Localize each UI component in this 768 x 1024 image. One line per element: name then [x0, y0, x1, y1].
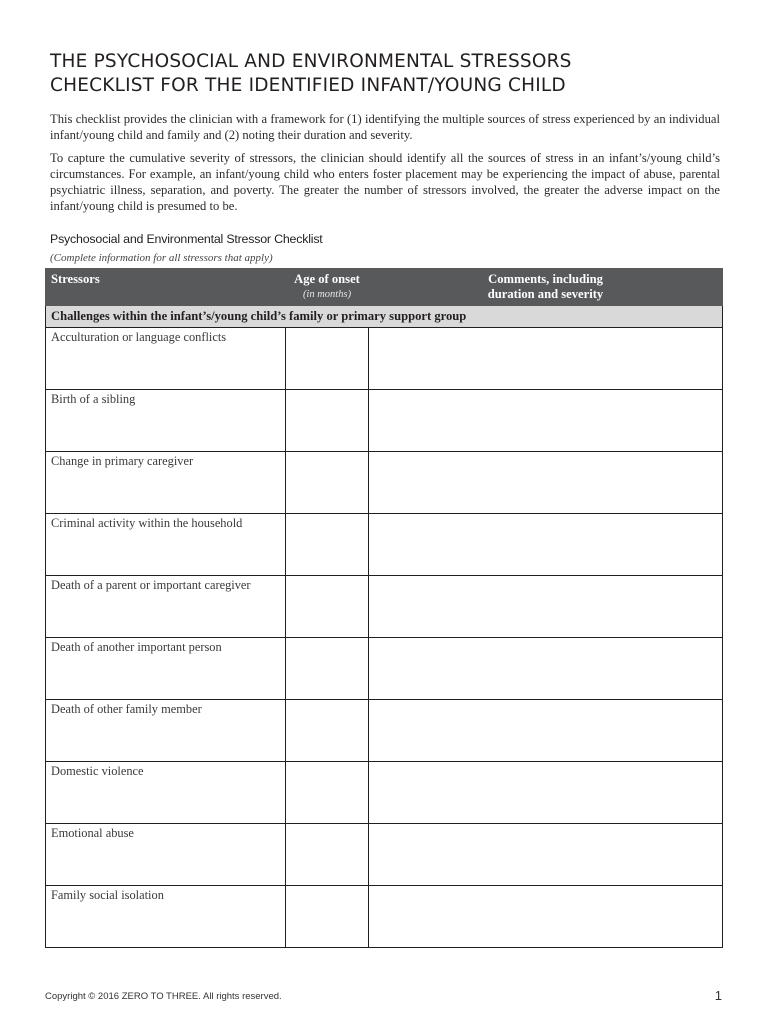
age-of-onset-cell[interactable]	[286, 452, 369, 514]
age-of-onset-unit: (in months)	[302, 289, 352, 300]
stressor-cell: Criminal activity within the household	[46, 514, 286, 576]
document-title	[50, 50, 730, 98]
comments-cell[interactable]	[369, 576, 723, 638]
copyright-notice: Copyright © 2016 ZERO TO THREE. All rights reserved.	[45, 991, 282, 1002]
age-of-onset-label: Age of onset	[294, 272, 360, 286]
stressor-cell: Death of a parent or important caregiver	[46, 576, 286, 638]
table-row	[46, 700, 723, 762]
table-header-row	[46, 269, 723, 306]
age-of-onset-cell[interactable]	[286, 700, 369, 762]
group-title: Challenges within the infant’s/young child’s family or primary support group	[46, 306, 723, 328]
age-of-onset-cell[interactable]	[286, 824, 369, 886]
comments-cell[interactable]	[369, 886, 723, 948]
comments-label-line-1: Comments, including	[488, 272, 603, 286]
column-header-stressors: Stressors	[46, 269, 286, 306]
table-row	[46, 824, 723, 886]
stressor-cell: Emotional abuse	[46, 824, 286, 886]
stressor-cell: Death of another important person	[46, 638, 286, 700]
table-row	[46, 390, 723, 452]
column-header-age-of-onset	[286, 269, 369, 306]
table-row	[46, 514, 723, 576]
comments-cell[interactable]	[369, 824, 723, 886]
checklist-note: (Complete information for all stressors that apply)	[50, 252, 273, 264]
age-of-onset-cell[interactable]	[286, 390, 369, 452]
table-row	[46, 886, 723, 948]
age-of-onset-cell[interactable]	[286, 762, 369, 824]
stressor-cell: Family social isolation	[46, 886, 286, 948]
age-of-onset-cell[interactable]	[286, 638, 369, 700]
comments-cell[interactable]	[369, 514, 723, 576]
comments-cell[interactable]	[369, 700, 723, 762]
page-number: 1	[714, 988, 722, 1003]
title-line-1: THE PSYCHOSOCIAL AND ENVIRONMENTAL STRESSORS	[50, 51, 572, 72]
stressor-cell: Birth of a sibling	[46, 390, 286, 452]
stressor-cell: Death of other family member	[46, 700, 286, 762]
age-of-onset-cell[interactable]	[286, 886, 369, 948]
age-of-onset-cell[interactable]	[286, 576, 369, 638]
age-of-onset-cell[interactable]	[286, 328, 369, 390]
comments-cell[interactable]	[369, 452, 723, 514]
group-row	[46, 306, 723, 328]
column-header-comments	[369, 269, 723, 306]
table-row	[46, 576, 723, 638]
table-row	[46, 328, 723, 390]
table-row	[46, 762, 723, 824]
comments-cell[interactable]	[369, 638, 723, 700]
table-row	[46, 452, 723, 514]
comments-cell[interactable]	[369, 390, 723, 452]
stressor-checklist-table	[45, 268, 723, 948]
title-line-2: CHECKLIST FOR THE IDENTIFIED INFANT/YOUNG CHILD	[50, 75, 566, 96]
intro-paragraph-2: To capture the cumulative severity of stressors, the clinician should identify all the sources of stress in an infant’s/young child’s circumstances. For example, an infant/young child who enters foster placement may be experiencing the impact of abuse, parental psychiatric illness, separation, and poverty. The greater the number of stressors involved, the greater the adverse impact on the infant/young child is presumed to be.	[50, 150, 720, 214]
table-row	[46, 638, 723, 700]
intro-text	[50, 111, 720, 221]
comments-label-line-2: duration and severity	[487, 287, 604, 301]
comments-cell[interactable]	[369, 762, 723, 824]
intro-paragraph-1: This checklist provides the clinician with a framework for (1) identifying the multiple sources of stress experienced by an individual infant/young child and family and (2) noting their duration and severity.	[50, 112, 720, 143]
age-of-onset-cell[interactable]	[286, 514, 369, 576]
stressor-cell: Change in primary caregiver	[46, 452, 286, 514]
comments-cell[interactable]	[369, 328, 723, 390]
stressor-cell: Acculturation or language conflicts	[46, 328, 286, 390]
checklist-heading: Psychosocial and Environmental Stressor Checklist	[50, 232, 323, 246]
stressor-cell: Domestic violence	[46, 762, 286, 824]
